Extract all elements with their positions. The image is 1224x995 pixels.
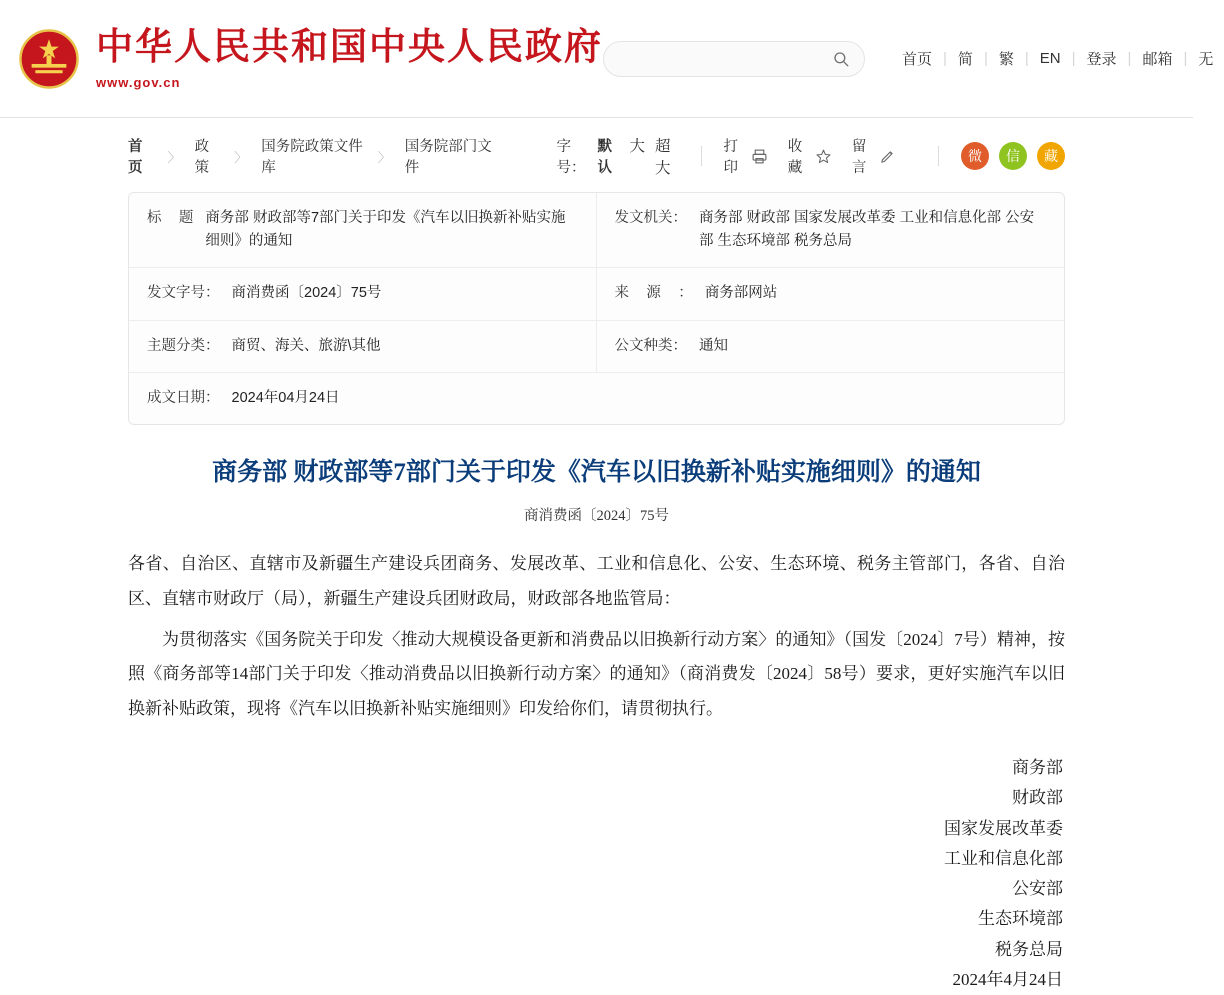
site-title: 中华人民共和国中央人民政府 [96,27,603,69]
share-group [961,142,1065,170]
chevron-right-icon: 〉 [377,149,391,165]
header-links [891,48,1224,69]
header-link-mail[interactable]: 邮箱 [1142,51,1173,68]
breadcrumb-item-policy[interactable]: 政策 [194,139,210,176]
breadcrumb-item-home[interactable]: 首页 [128,139,143,176]
header-link-login[interactable]: 登录 [1086,51,1117,68]
meta-value-date: 2024年04月24日 [231,389,340,406]
header-right [603,41,1224,77]
divider: | [1024,50,1029,67]
search-box[interactable] [603,41,865,77]
article-paragraph: 为贯彻落实《国务院关于印发〈推动大规模设备更新和消费品以旧换新行动方案〉的通知》（国发〔2024〕7号）精神，按照《商务部等14部门关于印发〈推动消费品以旧换新行动方案〉的通知》（商消费发〔2024〕58号）要求，更好实施汽车以旧换新补贴政策，现将《汽车以旧换新补贴实施细则》印发给你们，请贯彻执行。 [128,629,1065,719]
divider: | [1127,50,1132,67]
divider: | [983,50,988,67]
meta-value-category: 商贸、海关、旅游\其他 [231,337,381,354]
fontsize-option-xlarge[interactable]: 超大 [655,138,671,177]
meta-cell-issuer [597,193,1065,267]
fontsize-option-default[interactable]: 默认 [597,139,612,176]
meta-cell-doctype [597,321,1065,372]
meta-cell-category [129,321,597,372]
breadcrumb-item-policy-library[interactable]: 国务院政策文件库 [261,139,363,176]
site-domain: www.gov.cn [96,74,181,90]
meta-row [129,373,1064,424]
divider: | [1071,50,1076,67]
meta-key-title: 标题 [147,210,211,226]
meta-value-source: 商务部网站 [704,285,778,302]
meta-value-docnum: 商消费函〔2024〕75号 [231,285,382,302]
signoff-line: 国家发展改革委 [944,818,1063,838]
document-meta-table [128,192,1065,425]
signoff-line: 财政部 [1012,788,1063,808]
print-button[interactable] [724,135,768,177]
meta-key-issuer: 发文机关： [614,210,687,226]
article-toolbar [556,134,1065,178]
breadcrumb-item-department-docs[interactable]: 国务院部门文件 [404,139,492,176]
header-link-english[interactable]: EN [1039,50,1061,67]
pencil-icon[interactable] [879,148,896,165]
signoff-date: 2024年4月24日 [952,969,1063,989]
star-icon[interactable] [815,148,832,165]
favorites-share-icon[interactable]: 藏 [1037,142,1065,170]
header-link-traditional[interactable]: 繁 [998,51,1014,68]
divider: | [1183,50,1188,67]
weibo-share-icon[interactable]: 微 [961,142,989,170]
meta-key-date: 成文日期： [147,389,220,406]
article-body [128,547,1065,727]
meta-row [129,268,1064,320]
search-icon[interactable] [832,50,850,68]
signoff-line: 生态环境部 [978,909,1063,929]
comment-button[interactable] [852,135,896,177]
print-label: 打印 [723,139,739,176]
divider [701,146,702,166]
divider: | [943,50,947,67]
site-header [0,0,1214,118]
breadcrumb [128,135,494,177]
article [128,455,1065,995]
fontsize-option-large[interactable]: 大 [629,138,646,155]
signoff-line: 公安部 [1012,879,1063,899]
header-link-simplified[interactable]: 简 [957,51,973,68]
chevron-right-icon: 〉 [167,149,181,165]
meta-key-category: 主题分类： [147,337,220,354]
meta-value-doctype: 通知 [699,337,728,354]
signoff-line: 税务总局 [995,939,1063,959]
fontsize-options [597,134,678,178]
wechat-share-icon[interactable]: 信 [999,142,1027,170]
meta-key-source: 来源： [614,285,711,302]
article-paragraph: 各省、自治区、直辖市及新疆生产建设兵团商务、发展改革、工业和信息化、公安、生态环境、税务主管部门，各省、自治区、直辖市财政厅（局），新疆生产建设兵团财政局，财政部各地监管局： [128,553,1065,608]
search-input[interactable] [618,50,832,67]
chevron-right-icon: 〉 [234,149,248,165]
meta-cell-docnum [129,268,597,319]
printer-icon[interactable] [751,148,768,165]
signoff-line: 商务部 [1012,758,1063,778]
fontsize-label: 字号： [556,139,586,176]
comment-label: 留言 [851,139,867,176]
site-brand[interactable] [96,27,603,90]
divider [938,146,939,166]
meta-cell-title [129,193,597,267]
breadcrumb-toolbar [128,118,1065,192]
document-number: 商消费函〔2024〕75号 [524,507,669,524]
meta-value-title: 商务部 财政部等7部门关于印发《汽车以旧换新补贴实施细则》的通知 [205,210,566,250]
signoff-line: 工业和信息化部 [944,848,1063,868]
favorite-button[interactable] [788,135,832,177]
meta-row [129,321,1064,373]
meta-key-docnum: 发文字号： [147,285,220,302]
meta-cell-date [129,373,1064,424]
header-link-more[interactable]: 无 [1198,51,1214,68]
article-signoff [128,753,1065,995]
meta-row [129,193,1064,268]
meta-cell-source [597,268,1065,319]
meta-key-doctype: 公文种类： [614,337,687,354]
page-title: 商务部 财政部等7部门关于印发《汽车以旧换新补贴实施细则》的通知 [212,458,981,486]
national-emblem-icon [18,28,80,90]
header-link-home[interactable]: 首页 [902,51,933,68]
meta-value-issuer: 商务部 财政部 国家发展改革委 工业和信息化部 公安部 生态环境部 税务总局 [699,210,1035,250]
favorite-label: 收藏 [787,139,803,176]
